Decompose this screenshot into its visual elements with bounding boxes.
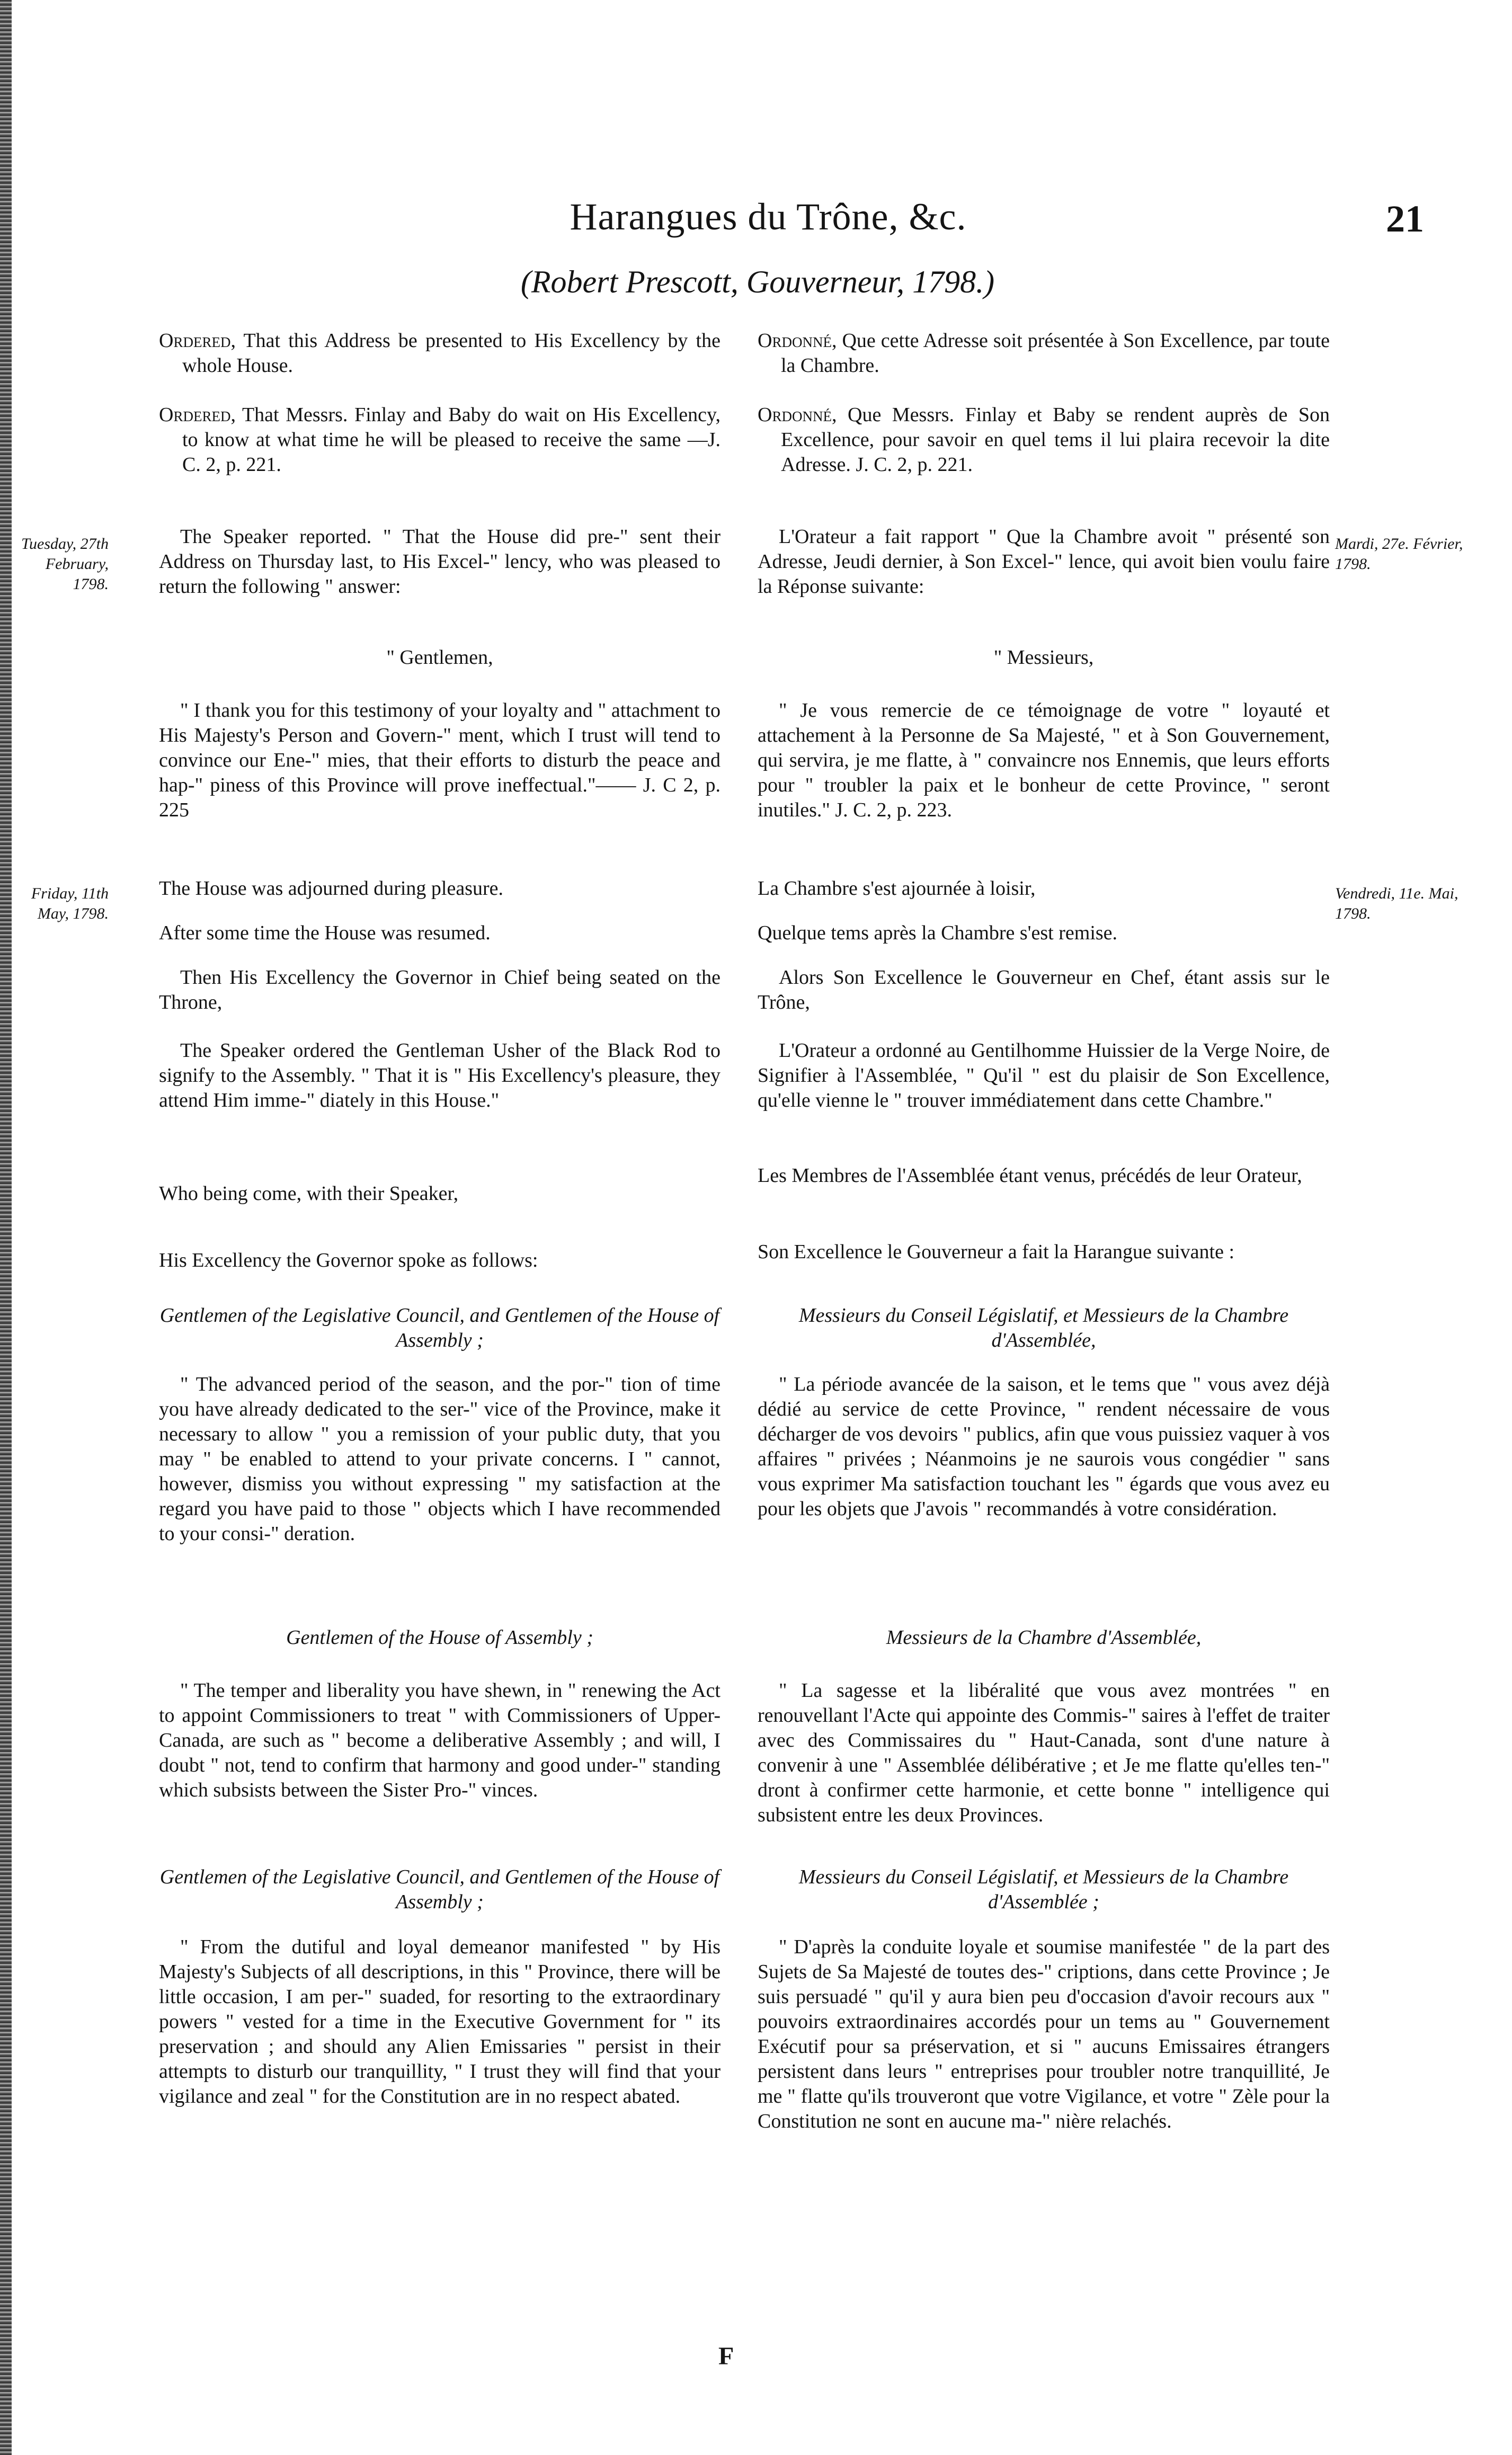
french-being-come: Les Membres de l'Assemblée étant venus, précédés de leur Orateur, bbox=[758, 1164, 1302, 1187]
english-speech-1: " The advanced period of the season, and the por-" tion of time you have already dedicated to the ser-" vice of the Province, make it necessary to allow " you a remission of your public duty, that you may " be enabled to attend to your private concerns. I " cannot, however, dismiss you without expressing " my satisfaction at the regard you have paid to those " objects which I have recommended to your consi-" deration. bbox=[159, 1373, 721, 1545]
order-text: Que Messrs. Finlay et Baby se rendent auprès de Son Excellence, pour savoir en quel tems il lui plaira recevoir la dite Adresse. J. C. 2, p. 221. bbox=[781, 404, 1330, 476]
french-order-1 bbox=[758, 328, 1330, 378]
order-lead: Ordonné, bbox=[758, 404, 837, 426]
page-title: Harangues du Trône, &c. bbox=[570, 195, 967, 238]
english-reply: " I thank you for this testimony of your loyalty and " attachment to His Majesty's Person and Govern-" ment, which I trust will tend to convince our Ene-" mies, that their efforts to disturb the peace and hap-" piness of this Province will prove ineffectual."—— J. C 2, p. 225 bbox=[159, 699, 721, 821]
english-resumed: After some time the House was resumed. bbox=[159, 922, 491, 944]
french-adjourned: La Chambre s'est ajournée à loisir, bbox=[758, 877, 1036, 900]
order-text: That this Address be presented to His Excellency by the whole House. bbox=[182, 330, 721, 377]
english-usher: The Speaker ordered the Gentleman Usher of the Black Rod to signify to the Assembly. " That it is " His Excellency's pleasure, they attend Him imme-" diately in this House." bbox=[159, 1039, 721, 1111]
english-salutation: " Gentlemen, bbox=[386, 646, 493, 669]
french-speech-2: " La sagesse et la libéralité que vous avez montrées " en renouvellant l'Acte qui appointe des Commis-" saires à l'effet de traiter avec des Commissaires du " Haut-Canada, sont d'une nature à convenir à une " Assemblée délibérative ; et Je me flatte qu'elles ten-" dront à confirmer cette harmonie, et cette bonne " intelligence qui subsistent entre les deux Provinces. bbox=[758, 1679, 1330, 1826]
order-lead: Ordonné, bbox=[758, 330, 837, 352]
english-being-come: Who being come, with their Speaker, bbox=[159, 1182, 459, 1205]
english-address-1: Gentlemen of the Legislative Council, and Gentlemen of the House of Assembly ; bbox=[159, 1304, 720, 1351]
order-lead: Ordered, bbox=[159, 404, 236, 426]
french-salutation: " Messieurs, bbox=[993, 646, 1094, 669]
french-address-3: Messieurs du Conseil Législatif, et Messieurs de la Chambre d'Assemblée ; bbox=[798, 1866, 1289, 1913]
book-binding-edge bbox=[0, 0, 12, 2455]
french-spoke: Son Excellence le Gouverneur a fait la Harangue suivante : bbox=[758, 1241, 1235, 1263]
french-speech-3: " D'après la conduite loyale et soumise manifestée " de la part des Sujets de Sa Majesté de toutes des-" criptions, dans cette Province ; Je suis persuadé " qu'il y aura bien peu d'occasion d'avoir recours aux " pouvoirs extraordinaires accordés pour un tems au " Gouvernement Exécutif pour sa préservation, et si " aucuns Emissaires étrangers persistent dans leurs " entreprises pour troubler notre tranquillité, Je me " flatte qu'ils trouveront que votre Vigilance, et votre " Zèle pour la Constitution ne sont en aucune ma-" nière relachés. bbox=[758, 1936, 1330, 2132]
english-speech-2: " The temper and liberality you have shewn, in " renewing the Act to appoint Commissioners to treat " with Commissioners of Upper-Canada, are such as " become a deliberative Assembly ; and will, I doubt " not, tend to confirm that harmony and good under-" standing which subsists between the Sister Pro-" vinces. bbox=[159, 1679, 721, 1801]
english-address-2: Gentlemen of the House of Assembly ; bbox=[286, 1626, 593, 1649]
french-usher: L'Orateur a ordonné au Gentilhomme Huissier de la Verge Noire, de Signifier à l'Assemblée, " Qu'il " est du plaisir de Son Excellence, qu'elle vienne le " trouver immédiatement dans cette Chambre." bbox=[758, 1039, 1330, 1111]
signature-mark: F bbox=[718, 2342, 734, 2370]
english-governor-seated: Then His Excellency the Governor in Chief being seated on the Throne, bbox=[159, 966, 721, 1013]
french-reply: " Je vous remercie de ce témoignage de votre " loyauté et attachement à la Personne de Sa Majesté, " et à Son Gouvernement, qui servira, je me flatte, à " convaincre nos Ennemis, que leurs efforts pour " troubler la paix et le bonheur de cette Province, " seront inutiles." J. C. 2, p. 223. bbox=[758, 699, 1330, 821]
order-text: That Messrs. Finlay and Baby do wait on His Excellency, to know at what time he will be pleased to receive the same —J. C. 2, p. 221. bbox=[182, 404, 721, 476]
english-spoke: His Excellency the Governor spoke as follows: bbox=[159, 1249, 538, 1271]
french-address-1: Messieurs du Conseil Législatif, et Messieurs de la Chambre d'Assemblée, bbox=[798, 1304, 1289, 1351]
french-speech-1: " La période avancée de la saison, et le tems que " vous avez déjà dédié au service de cette Province, " rendent nécessaire de vous décharger de vos devoirs " publics, afin que vous puissiez vaquer à vos affaires " privées ; Néanmoins je ne saurois vous congédier " sans vous exprimer Ma satisfaction touchant les " égards que vous avez eu pour les objets que J'avois " recommandés à votre considération. bbox=[758, 1373, 1330, 1520]
page-subtitle: (Robert Prescott, Gouverneur, 1798.) bbox=[520, 264, 995, 299]
margin-note-friday: Friday, 11th May, 1798. bbox=[31, 885, 109, 922]
english-order-1 bbox=[159, 328, 721, 378]
order-text: Que cette Adresse soit présentée à Son Excellence, par toute la Chambre. bbox=[781, 330, 1330, 377]
margin-note-tuesday: Tuesday, 27th February, 1798. bbox=[21, 535, 109, 593]
margin-note-vendredi: Vendredi, 11e. Mai, 1798. bbox=[1335, 885, 1458, 922]
french-speaker-report: L'Orateur a fait rapport " Que la Chambre avoit " présenté son Adresse, Jeudi dernier, à Son Excel-" lence, qui avoit bien voulu faire la Réponse suivante: bbox=[758, 526, 1330, 598]
english-address-3: Gentlemen of the Legislative Council, and Gentlemen of the House of Assembly ; bbox=[159, 1866, 720, 1913]
french-address-2: Messieurs de la Chambre d'Assemblée, bbox=[886, 1626, 1202, 1649]
french-resumed: Quelque tems après la Chambre s'est remise. bbox=[758, 922, 1118, 944]
french-governor-seated: Alors Son Excellence le Gouverneur en Chef, étant assis sur le Trône, bbox=[758, 966, 1330, 1013]
margin-note-mardi: Mardi, 27e. Février, 1798. bbox=[1335, 535, 1463, 573]
english-adjourned: The House was adjourned during pleasure. bbox=[159, 877, 504, 900]
english-order-2 bbox=[159, 403, 721, 477]
english-speaker-report: The Speaker reported. " That the House did pre-" sent their Address on Thursday last, to His Excel-" lency, who was pleased to return the following " answer: bbox=[159, 526, 721, 598]
order-lead: Ordered, bbox=[159, 330, 236, 352]
english-speech-3: " From the dutiful and loyal demeanor manifested " by His Majesty's Subjects of all descriptions, in this " Province, there will be little occasion, I am per-" suaded, for resorting to the extraordinary powers " vested for a time in the Executive Government for " its preservation ; and should any Alien Emissaries " persist in their attempts to disturb our tranquillity, " I trust they will find that your vigilance and zeal " for the Constitution are in no respect abated. bbox=[159, 1936, 721, 2107]
french-order-2 bbox=[758, 403, 1330, 477]
page-number: 21 bbox=[1386, 198, 1424, 240]
